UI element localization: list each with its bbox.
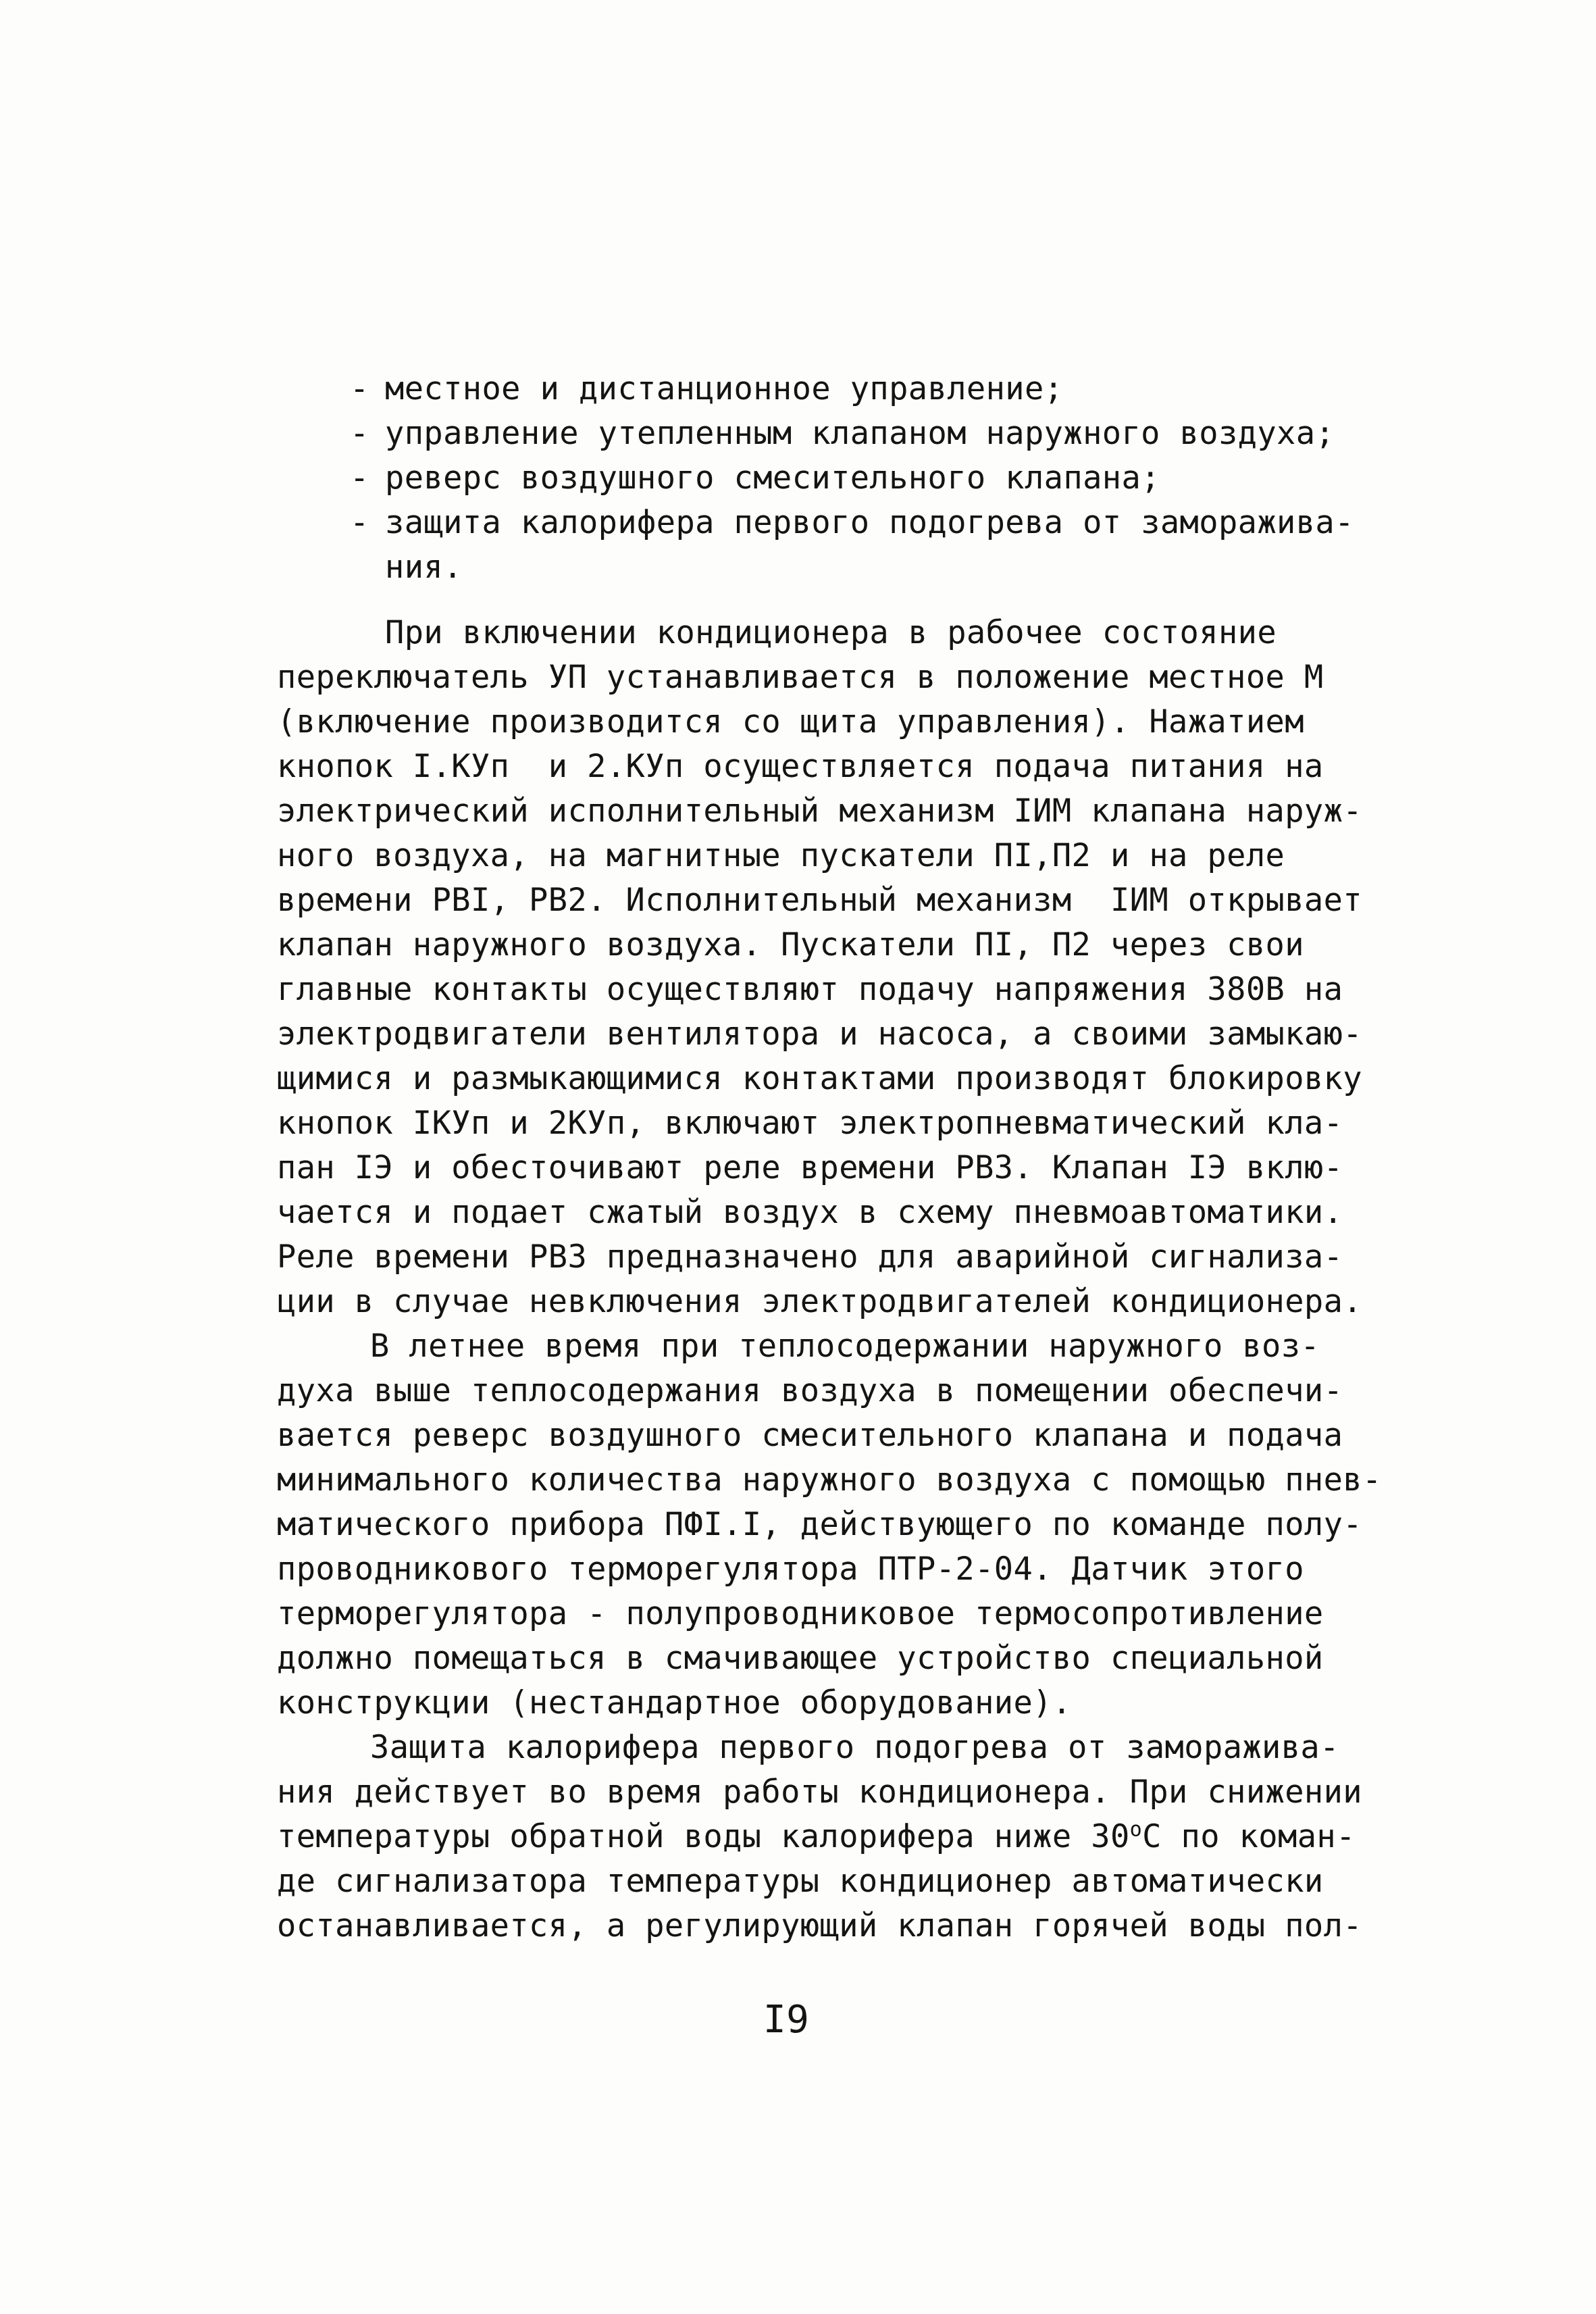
text-line: клапан наружного воздуха. Пускатели ПI, П2 через свои xyxy=(277,926,1304,963)
bullet-item-continuation: ния. xyxy=(385,549,463,586)
text-line: вается реверс воздушного смесительного клапана и подача xyxy=(277,1417,1343,1454)
text-line: чается и подает сжатый воздух в схему пневмоавтоматики. xyxy=(277,1194,1343,1231)
text-line: духа выше теплосодержания воздуха в помещении обеспечи- xyxy=(277,1372,1343,1409)
text-line: При включении кондиционера в рабочее состояние xyxy=(385,614,1277,651)
bullet-item: защита калорифера первого подогрева от заморажива- xyxy=(385,504,1354,541)
bullet-item: реверс воздушного смесительного клапана; xyxy=(385,459,1160,497)
text-line: терморегулятора - полупроводниковое термосопротивление xyxy=(277,1595,1324,1632)
text-line: ции в случае невключения электродвигателей кондиционера. xyxy=(277,1283,1362,1320)
text-line: ного воздуха, на магнитные пускатели ПI,П2 и на реле xyxy=(277,837,1285,874)
text-line: главные контакты осуществляют подачу напряжения 380В на xyxy=(277,971,1343,1008)
text-line: должно помещаться в смачивающее устройство специальной xyxy=(277,1640,1324,1677)
text-line: электрический исполнительный механизм IИМ клапана наруж- xyxy=(277,793,1362,830)
text-line: матического прибора ПФI.I, действующего по команде полу- xyxy=(277,1506,1362,1543)
bullet-dash: - xyxy=(350,370,369,407)
page-number: I9 xyxy=(763,1998,810,2042)
text-line: останавливается, а регулирующий клапан горячей воды пол- xyxy=(277,1907,1362,1944)
text-line: ния действует во время работы кондиционера. При снижении xyxy=(277,1774,1362,1811)
text-line: Реле времени РВ3 предназначено для аварийной сигнализа- xyxy=(277,1238,1343,1276)
bullet-item: местное и дистанционное управление; xyxy=(385,370,1064,407)
bullet-item: управление утепленным клапаном наружного воздуха; xyxy=(385,415,1335,452)
text-line: щимися и размыкающимися контактами производят блокировку xyxy=(277,1060,1362,1097)
text-line: (включение производится со щита управления). Нажатием xyxy=(277,703,1304,740)
degree-superscript: о xyxy=(1129,1817,1143,1842)
text-line: де сигнализатора температуры кондиционер автоматически xyxy=(277,1863,1324,1900)
bullet-dash: - xyxy=(350,415,369,452)
text-line: электродвигатели вентилятора и насоса, а своими замыкаю- xyxy=(277,1015,1362,1053)
bullet-dash: - xyxy=(350,504,369,541)
text-line: конструкции (нестандартное оборудование). xyxy=(277,1684,1072,1721)
text-fragment: С по коман- xyxy=(1142,1818,1356,1855)
text-line: минимального количества наружного воздуха с помощью пнев- xyxy=(277,1461,1382,1499)
text-line: времени РВI, РВ2. Исполнительный механизм IИМ открывает xyxy=(277,882,1362,919)
text-line: проводникового терморегулятора ПТР-2-04. Датчик этого xyxy=(277,1551,1304,1588)
text-line: кнопок I.КУп и 2.КУп осуществляется подача питания на xyxy=(277,748,1324,785)
text-fragment: температуры обратной воды калорифера ниже 30 xyxy=(277,1818,1130,1855)
bullet-dash: - xyxy=(350,459,369,497)
text-line: переключатель УП устанавливается в положение местное М xyxy=(277,659,1324,696)
text-line: В летнее время при теплосодержании наружного воз- xyxy=(370,1328,1320,1365)
text-line: пан IЭ и обесточивают реле времени РВ3. Клапан IЭ вклю- xyxy=(277,1149,1343,1186)
text-line-with-degree xyxy=(277,1817,1356,1857)
text-line: Защита калорифера первого подогрева от заморажива- xyxy=(370,1729,1339,1766)
text-line: кнопок IКУп и 2КУп, включают электропневматический кла- xyxy=(277,1105,1343,1142)
